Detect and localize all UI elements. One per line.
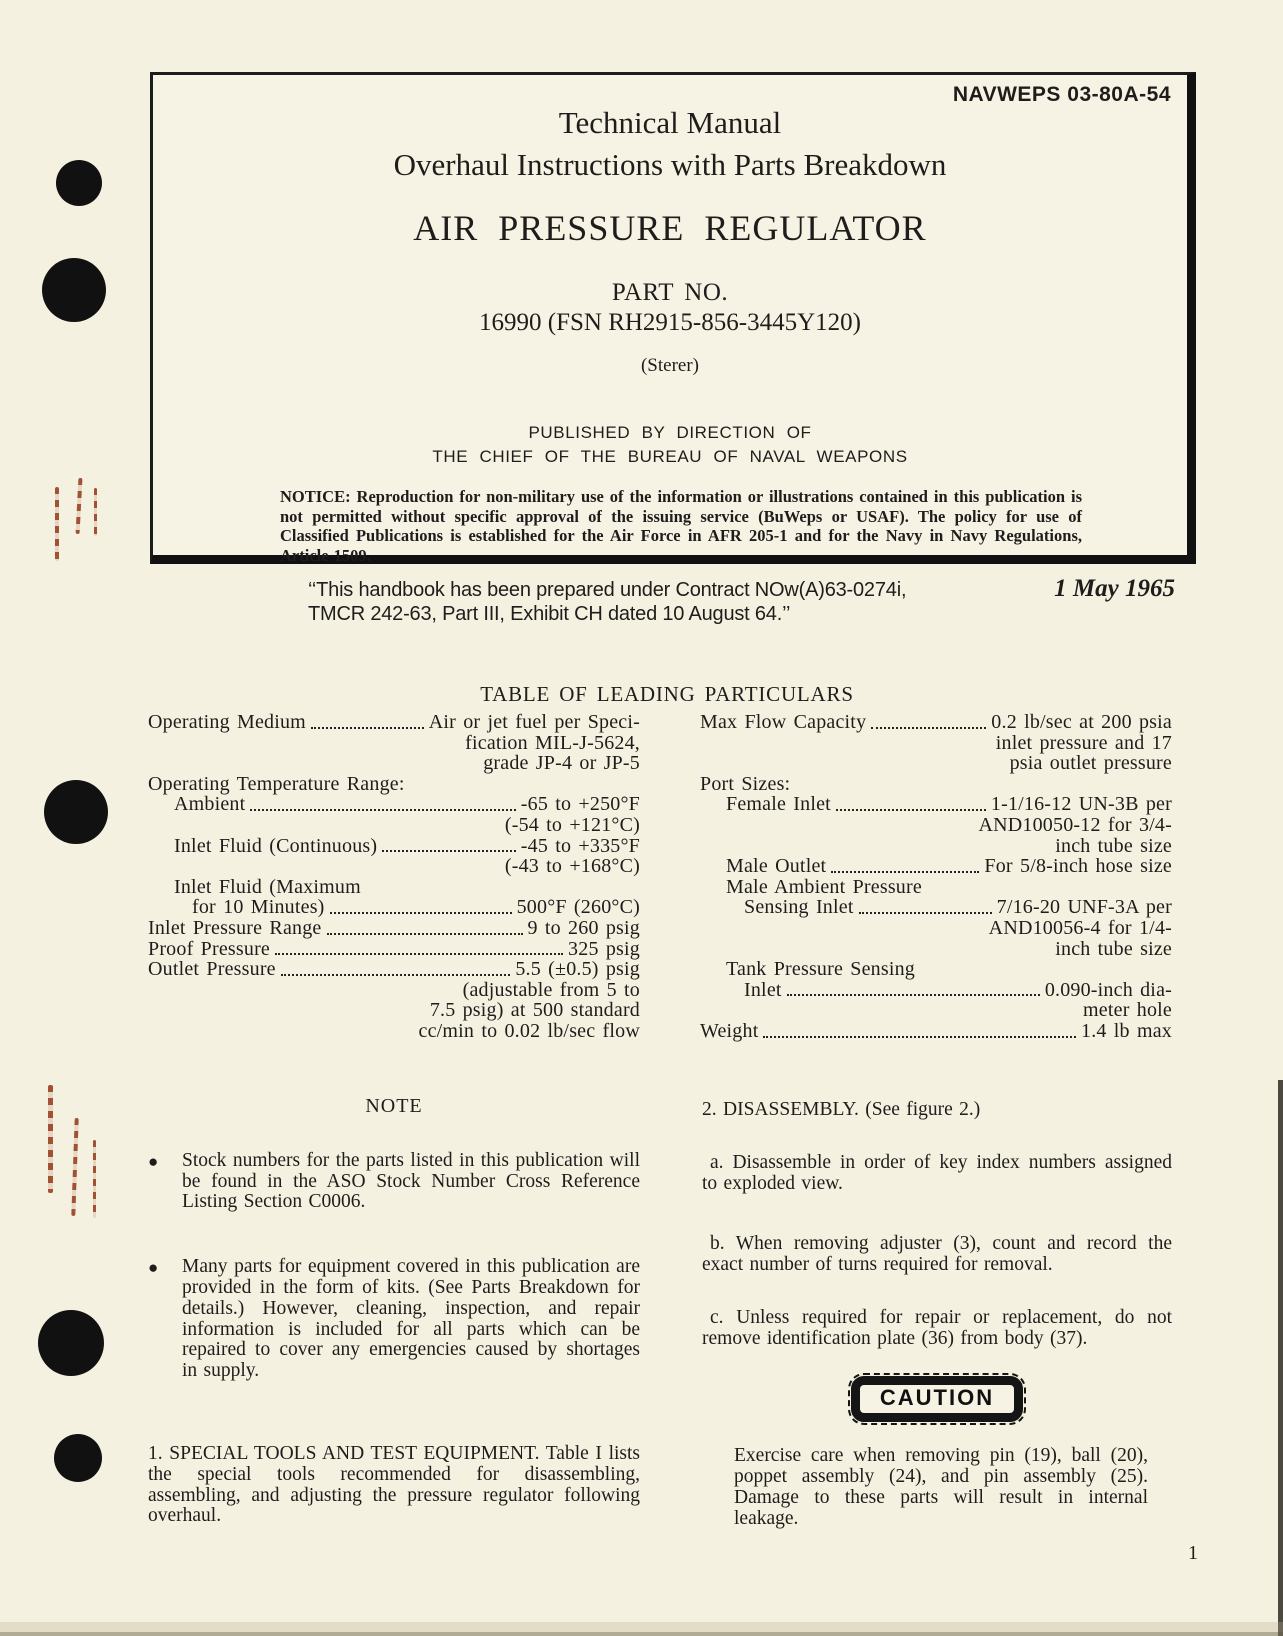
- particulars-row: [700, 877, 1172, 898]
- particulars-value-continuation: AND10056-4 for 1/4-: [988, 916, 1172, 939]
- lower-right-column: [702, 1100, 1172, 1530]
- disassembly-step: b. When removing adjuster (3), count and record the exact number of turns required for removal.: [702, 1233, 1172, 1276]
- particulars-row: [148, 836, 640, 857]
- caution-label: CAUTION: [879, 1384, 995, 1410]
- particulars-value-continuation: inch tube size: [1055, 937, 1172, 960]
- particulars-row: [148, 959, 640, 980]
- particulars-row: [700, 1021, 1172, 1042]
- disassembly-steps: [702, 1153, 1172, 1350]
- dot-leader: [871, 727, 986, 729]
- particulars-row: [148, 877, 640, 898]
- dot-leader: [275, 953, 563, 955]
- notice-paragraph: NOTICE: Reproduction for non-military use of the information or illustrations contained in this publication is not permitted without specific approval of the issuing service (BuWeps or USAF). The policy for use of Classified Publications is established for the Air Force in AFR 205-1 and for the Navy in Navy Regulations, Article 1509.: [280, 487, 1082, 565]
- contract-note-line2: TMCR 242-63, Part III, Exhibit CH dated 10 August 64.’’: [308, 603, 791, 625]
- title-block-box: [150, 72, 1196, 564]
- part-no-label: PART NO.: [611, 279, 729, 306]
- particulars-row: [148, 918, 640, 939]
- published-line2: THE CHIEF OF THE BUREAU OF NAVAL WEAPONS: [432, 447, 908, 466]
- particulars-label: Inlet: [744, 978, 782, 1001]
- particulars-value-continuation: (-43 to +168°C): [504, 855, 640, 878]
- scan-edge: [0, 1632, 1283, 1636]
- particulars-label: Outlet Pressure: [148, 958, 276, 981]
- rust-stain: [94, 488, 97, 536]
- note-bullet-text: Many parts for equipment covered in this publication are provided in the form of kits. (See Parts Breakdown for details.) However, cleaning, inspection, and repair information is included for all parts which can be repaired to cover any emergencies caused by shortages in supply.: [182, 1256, 640, 1382]
- particulars-value: Air or jet fuel per Speci-: [428, 711, 640, 733]
- rust-stain: [76, 478, 83, 534]
- dot-leader: [281, 974, 511, 976]
- particulars-label: Proof Pressure: [148, 937, 271, 960]
- dot-leader: [250, 809, 515, 811]
- particulars-row: [700, 959, 1172, 980]
- note-bullet-item: [148, 1257, 640, 1382]
- punch-hole-mark: [44, 780, 108, 844]
- dot-leader: [763, 1036, 1076, 1038]
- dot-leader: [330, 912, 512, 914]
- particulars-value: 500°F (260°C): [516, 896, 640, 919]
- particulars-value: 7/16-20 UNF-3A per: [996, 896, 1172, 919]
- particulars-row: [700, 980, 1172, 1001]
- particulars-value: 1-1/16-12 UN-3B per: [990, 793, 1172, 816]
- special-tools-paragraph: 1. SPECIAL TOOLS AND TEST EQUIPMENT. Table I lists the special tools recommended for disassembling, assembling, and adjusting the pressure regulator following overhaul.: [148, 1442, 640, 1527]
- part-no-value: 16990 (FSN RH2915-856-3445Y120): [479, 309, 861, 336]
- particulars-label: Inlet Fluid (Continuous): [174, 834, 378, 857]
- particulars-label: Operating Temperature Range:: [148, 772, 405, 795]
- particulars-row: [148, 794, 640, 815]
- particulars-row: [148, 774, 640, 795]
- manufacturer-name: (Sterer): [640, 355, 700, 376]
- punch-hole-mark: [56, 160, 102, 206]
- manual-title-line1: Technical Manual: [558, 105, 782, 140]
- particulars-value-continuation: 7.5 psig) at 500 standard: [429, 999, 640, 1022]
- particulars-row: [700, 794, 1172, 815]
- manual-title-line2: Overhaul Instructions with Parts Breakdown: [393, 147, 947, 182]
- rust-stain: [48, 1085, 53, 1193]
- dot-leader: [311, 727, 424, 729]
- particulars-value-continuation: fication MIL-J-5624,: [465, 731, 640, 754]
- particulars-value: 0.090-inch dia-: [1044, 978, 1172, 1001]
- dot-leader: [382, 850, 516, 852]
- doc-number: NAVWEPS 03-80A-54: [952, 83, 1171, 106]
- particulars-value-continuation: grade JP-4 or JP-5: [483, 752, 640, 775]
- particulars-label: for 10 Minutes): [192, 896, 325, 919]
- lower-left-column: [148, 1096, 640, 1527]
- particulars-right-column: [700, 712, 1172, 1042]
- particulars-value-continuation: inlet pressure and 17: [995, 731, 1172, 754]
- particulars-label: Operating Medium: [148, 711, 306, 733]
- particulars-label: Male Outlet: [726, 855, 827, 878]
- dot-leader: [327, 933, 523, 935]
- particulars-label: Female Inlet: [726, 793, 831, 816]
- dot-leader: [836, 809, 986, 811]
- particulars-value-continuation: (adjustable from 5 to: [462, 978, 640, 1001]
- contract-note: [308, 578, 1008, 626]
- particulars-row: [148, 712, 640, 733]
- dot-leader: [787, 994, 1040, 996]
- contract-note-line1: ‘‘This handbook has been prepared under Contract NOw(A)63-0274i,: [308, 579, 907, 601]
- particulars-label: Port Sizes:: [700, 772, 791, 795]
- particulars-label: Tank Pressure Sensing: [726, 958, 916, 981]
- particulars-row: [700, 856, 1172, 877]
- dot-leader: [859, 912, 992, 914]
- rust-stain: [55, 487, 59, 561]
- particulars-row: [700, 712, 1172, 733]
- page-number: 1: [1188, 1542, 1198, 1564]
- disassembly-step: c. Unless required for repair or replacement, do not remove identification plate (36) from body (37).: [702, 1306, 1172, 1349]
- note-bullets: [148, 1151, 640, 1382]
- particulars-row: [148, 939, 640, 960]
- note-heading: NOTE: [365, 1095, 423, 1117]
- issue-date: 1 May 1965: [1054, 575, 1175, 602]
- particulars-value-continuation: psia outlet pressure: [1009, 752, 1172, 775]
- bullet-icon: ●: [148, 1151, 159, 1171]
- particulars-value: 9 to 260 psig: [527, 916, 640, 939]
- particulars-value: 1.4 lb max: [1081, 1019, 1172, 1042]
- published-line1: PUBLISHED BY DIRECTION OF: [528, 423, 812, 442]
- scan-edge: [1278, 1080, 1283, 1636]
- particulars-label: Inlet Pressure Range: [148, 916, 322, 939]
- particulars-label: Ambient: [174, 793, 246, 816]
- particulars-label: Inlet Fluid (Maximum: [174, 875, 361, 898]
- punch-hole-mark: [54, 1434, 102, 1482]
- disassembly-step: a. Disassemble in order of key index numbers assigned to exploded view.: [702, 1151, 1172, 1194]
- particulars-value-continuation: inch tube size: [1055, 834, 1172, 857]
- particulars-value-continuation: AND10050-12 for 3/4-: [978, 813, 1172, 836]
- particulars-row: [148, 897, 640, 918]
- particulars-label: Male Ambient Pressure: [726, 875, 922, 898]
- particulars-label: Sensing Inlet: [744, 896, 854, 919]
- punch-hole-mark: [42, 258, 106, 322]
- rust-stain: [71, 1118, 78, 1216]
- particulars-row: [700, 897, 1172, 918]
- particulars-value-continuation: cc/min to 0.02 lb/sec flow: [418, 1019, 640, 1042]
- particulars-value-continuation: meter hole: [1083, 999, 1172, 1022]
- scan-edge: [0, 1622, 1283, 1632]
- particulars-left-column: [148, 712, 640, 1042]
- note-bullet-text: Stock numbers for the parts listed in this publication will be found in the ASO Stock Number Cross Reference Listing Section C0006.: [182, 1149, 640, 1213]
- particulars-row: [700, 774, 1172, 795]
- particulars-title: TABLE OF LEADING PARTICULARS: [480, 682, 854, 706]
- caution-paragraph: Exercise care when removing pin (19), ball (20), poppet assembly (24), and pin assembly (25). Damage to these parts will result in internal leakage.: [734, 1445, 1148, 1529]
- note-bullet-item: [148, 1151, 640, 1213]
- particulars-value: 5.5 (±0.5) psig: [515, 958, 640, 981]
- bullet-icon: ●: [148, 1258, 159, 1278]
- punch-hole-mark: [38, 1310, 104, 1376]
- caution-badge: [851, 1376, 1023, 1423]
- equipment-title: AIR PRESSURE REGULATOR: [413, 208, 927, 248]
- particulars-label: Weight: [700, 1019, 759, 1042]
- particulars-label: Max Flow Capacity: [700, 711, 867, 733]
- particulars-value: 325 psig: [568, 937, 640, 960]
- disassembly-heading: 2. DISASSEMBLY. (See figure 2.): [702, 1099, 981, 1120]
- rust-stain: [93, 1140, 96, 1218]
- particulars-value: For 5/8-inch hose size: [984, 855, 1172, 878]
- particulars-value: -45 to +335°F: [520, 834, 640, 857]
- particulars-value: 0.2 lb/sec at 200 psia: [991, 711, 1172, 733]
- dot-leader: [831, 871, 979, 873]
- particulars-value: -65 to +250°F: [520, 793, 640, 816]
- particulars-value-continuation: (-54 to +121°C): [504, 813, 640, 836]
